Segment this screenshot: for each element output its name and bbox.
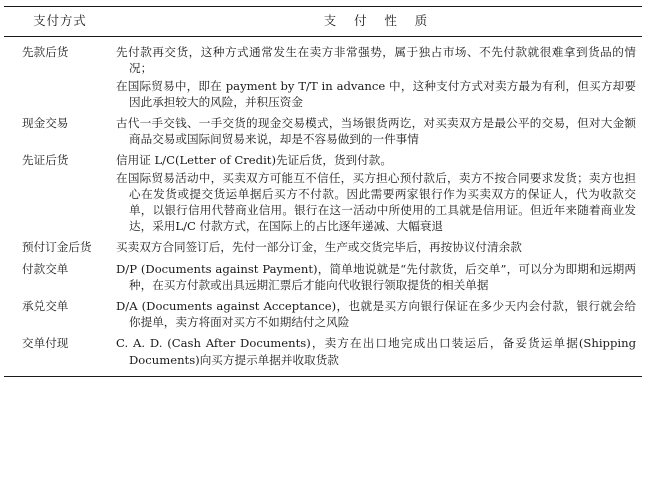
table-row (4, 152, 642, 239)
row-description (116, 239, 642, 260)
table-row (4, 261, 642, 298)
table-row (4, 115, 642, 152)
table-header-row (4, 7, 642, 37)
table-row (4, 335, 642, 376)
description-paragraph: D/A (Documents against Acceptance)，也就是买方向银行保证在多少天内会付款，银行就会给你提单，卖方将面对买方不如期结付之风险 (116, 299, 636, 330)
row-description (116, 261, 642, 298)
row-description (116, 335, 642, 376)
row-method-label: 预付订金后货 (22, 240, 92, 255)
table-row (4, 239, 642, 260)
header-payment-nature: 支 付 性 质 (116, 7, 642, 37)
row-description (116, 37, 642, 115)
description-paragraph: 在国际贸易中，即在 payment by T/T in advance 中，这种支付方式对卖方最为有利，但买方却要因此承担较大的风险，并积压资金 (116, 78, 636, 109)
table-row (4, 298, 642, 335)
row-method-label: 现金交易 (22, 116, 69, 131)
row-description (116, 115, 642, 152)
description-paragraph: 先付款再交货，这种方式通常发生在卖方非常强势，属于独占市场、不先付款就很难拿到货品的情况； (116, 45, 636, 76)
row-description (116, 298, 642, 335)
table-row (4, 37, 642, 115)
row-description (116, 152, 642, 239)
row-method-label: 承兑交单 (22, 299, 69, 314)
header-payment-method: 支付方式 (4, 7, 116, 37)
row-method-label: 先款后货 (22, 45, 69, 60)
description-paragraph: 信用证 L/C(Letter of Credit)先证后货，货到付款。 (116, 153, 392, 168)
description-paragraph: D/P (Documents against Payment)，简单地说就是“先付款货，后交单”，可以分为即期和远期两种，在买方付款或出具远期汇票后才能向代收银行领取提货的相关单据 (116, 261, 636, 292)
description-paragraph: 在国际贸易活动中，买卖双方可能互不信任，买方担心预付款后，卖方不按合同要求发货；卖方也担心在发货或提交货运单据后买方不付款。因此需要两家银行作为买卖双方的保证人，代为收款交单，以银行信用代替商业信用。银行在这一活动中所使用的工具就是信用证。但近年来随着商业发达，采用L/C 付款方式，在国际上的占比逐年递减、大幅衰退 (116, 170, 636, 234)
row-method-label: 付款交单 (22, 261, 69, 276)
row-method-label: 先证后货 (22, 153, 69, 168)
row-method-label: 交单付现 (4, 335, 116, 376)
payment-methods-table (4, 6, 642, 377)
description-paragraph: 古代一手交钱、一手交货的现金交易模式，当场银货两讫，对买卖双方是最公平的交易，但对大金额商品交易或国际间贸易来说，却是不容易做到的一件事情 (116, 116, 636, 147)
description-paragraph: 买卖双方合同签订后，先付一部分订金，生产或交货完毕后，再按协议付清余款 (116, 240, 522, 255)
description-paragraph: C. A. D. (Cash After Documents)，卖方在出口地完成出口装运后，备妥货运单据(Shipping Documents)向买方提示单据并收取货款 (116, 336, 636, 367)
